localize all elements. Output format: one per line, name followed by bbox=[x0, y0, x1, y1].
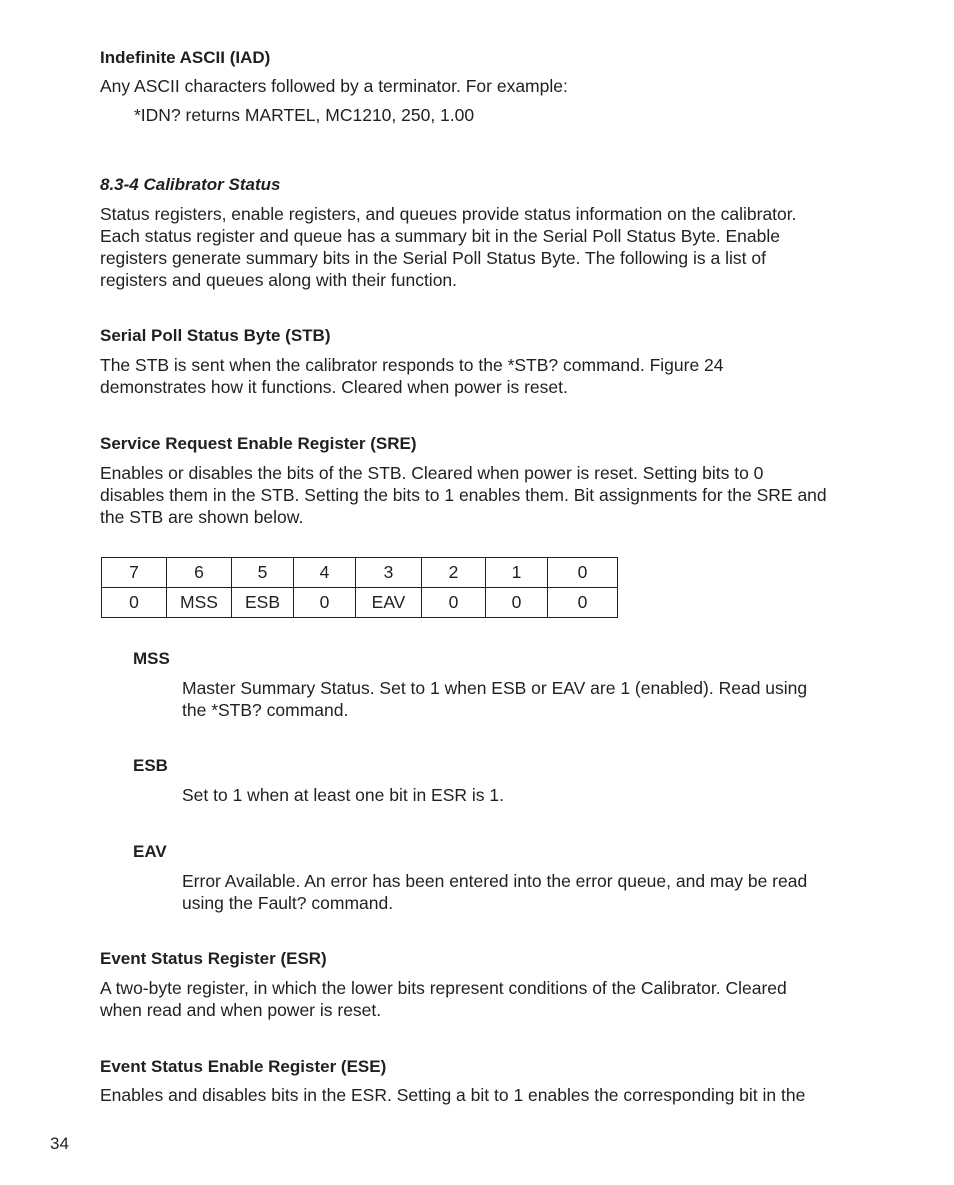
esb-line: Set to 1 when at least one bit in ESR is 1. bbox=[182, 785, 504, 805]
sre-line: Enables or disables the bits of the STB. Cleared when power is reset. Setting bits to 0 bbox=[100, 463, 764, 483]
page-number: 34 bbox=[50, 1134, 69, 1153]
eav-term: EAV bbox=[133, 842, 167, 861]
bit-number-cell: 6 bbox=[167, 558, 232, 588]
status-line: Status registers, enable registers, and queues provide status information on the calibrator. bbox=[100, 204, 797, 224]
stb-line: demonstrates how it functions. Cleared when power is reset. bbox=[100, 377, 568, 397]
section-heading: 8.3-4 Calibrator Status bbox=[100, 175, 281, 194]
status-line: Each status register and queue has a summary bit in the Serial Poll Status Byte. Enable bbox=[100, 226, 780, 246]
bit-number-cell: 0 bbox=[548, 558, 618, 588]
sre-heading: Service Request Enable Register (SRE) bbox=[100, 434, 417, 453]
esr-line: when read and when power is reset. bbox=[100, 1000, 382, 1020]
iad-example: *IDN? returns MARTEL, MC1210, 250, 1.00 bbox=[134, 105, 475, 125]
stb-heading: Serial Poll Status Byte (STB) bbox=[100, 326, 331, 345]
status-line: registers and queues along with their function. bbox=[100, 270, 458, 290]
iad-heading: Indefinite ASCII (IAD) bbox=[100, 48, 271, 67]
mss-term: MSS bbox=[133, 649, 170, 668]
bit-value-cell: 0 bbox=[422, 588, 486, 618]
bit-value-cell: 0 bbox=[294, 588, 356, 618]
bit-value-cell: ESB bbox=[232, 588, 294, 618]
ese-line: Enables and disables bits in the ESR. Setting a bit to 1 enables the corresponding bit in the bbox=[100, 1085, 806, 1105]
sre-line: the STB are shown below. bbox=[100, 507, 304, 527]
bit-value-cell: 0 bbox=[548, 588, 618, 618]
bit-number-cell: 3 bbox=[356, 558, 422, 588]
eav-line: using the Fault? command. bbox=[182, 893, 394, 913]
bit-value-cell: EAV bbox=[356, 588, 422, 618]
mss-line: Master Summary Status. Set to 1 when ESB or EAV are 1 (enabled). Read using bbox=[182, 678, 808, 698]
bit-number-cell: 2 bbox=[422, 558, 486, 588]
bit-number-cell: 7 bbox=[102, 558, 167, 588]
bit-assignment-table bbox=[101, 557, 618, 618]
bit-value-row bbox=[102, 588, 618, 618]
bit-number-row bbox=[102, 558, 618, 588]
bit-number-cell: 4 bbox=[294, 558, 356, 588]
bit-number-cell: 1 bbox=[486, 558, 548, 588]
bit-value-cell: 0 bbox=[486, 588, 548, 618]
status-line: registers generate summary bits in the Serial Poll Status Byte. The following is a list of bbox=[100, 248, 766, 268]
stb-line: The STB is sent when the calibrator responds to the *STB? command. Figure 24 bbox=[100, 355, 724, 375]
sre-line: disables them in the STB. Setting the bits to 1 enables them. Bit assignments for the SRE and bbox=[100, 485, 827, 505]
bit-number-cell: 5 bbox=[232, 558, 294, 588]
ese-heading: Event Status Enable Register (ESE) bbox=[100, 1057, 387, 1076]
bit-value-cell: 0 bbox=[102, 588, 167, 618]
esr-heading: Event Status Register (ESR) bbox=[100, 949, 327, 968]
bit-value-cell: MSS bbox=[167, 588, 232, 618]
mss-line: the *STB? command. bbox=[182, 700, 349, 720]
eav-line: Error Available. An error has been entered into the error queue, and may be read bbox=[182, 871, 808, 891]
esb-term: ESB bbox=[133, 756, 168, 775]
iad-text: Any ASCII characters followed by a terminator. For example: bbox=[100, 76, 568, 96]
esr-line: A two-byte register, in which the lower bits represent conditions of the Calibrator. Cleared bbox=[100, 978, 787, 998]
